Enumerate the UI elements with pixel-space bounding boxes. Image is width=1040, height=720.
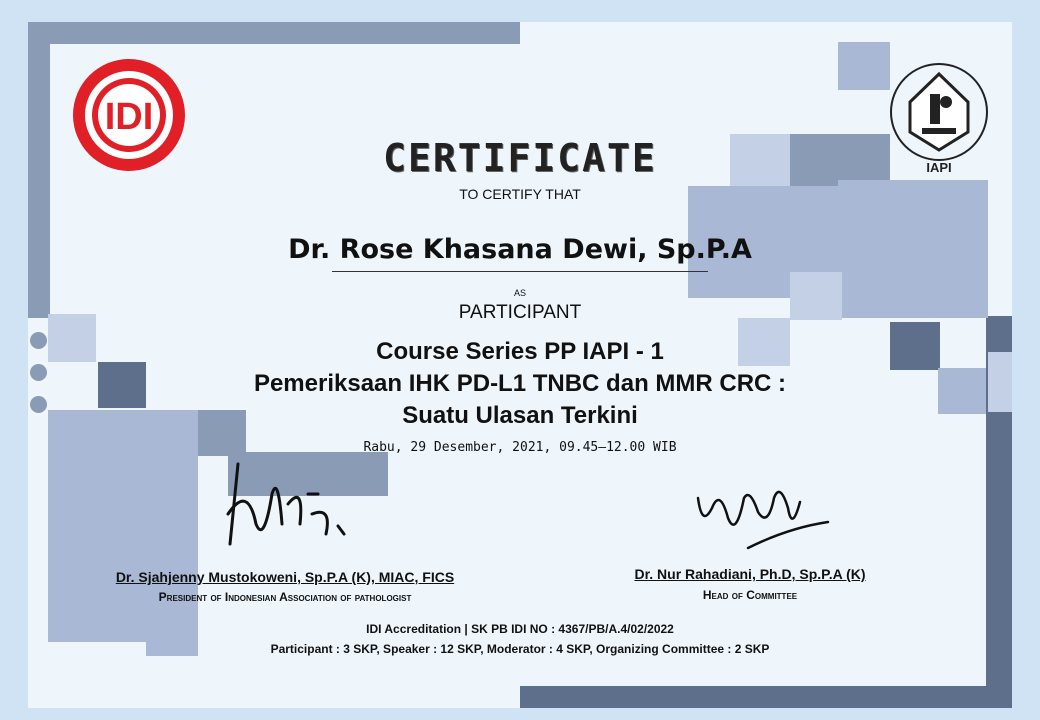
- accreditation-line: IDI Accreditation | SK PB IDI NO : 4367/PB/A.4/02/2022: [366, 622, 674, 636]
- frame-bottom-bar: [520, 686, 1012, 708]
- idi-logo-text: IDI: [104, 96, 154, 138]
- frame-top-bar: [28, 22, 520, 44]
- recipient-underline: [332, 271, 708, 272]
- as-label: AS: [513, 288, 526, 298]
- right-signatory-title: Head of Committee: [702, 588, 798, 602]
- certificate-title: CERTIFICATE: [383, 136, 657, 180]
- skp-line: Participant : 3 SKP, Speaker : 12 SKP, Moderator : 4 SKP, Organizing Committee : 2 SKP: [270, 642, 770, 656]
- left-signatory-title: President of Indonesian Association of pathologist: [158, 590, 412, 604]
- role-label: PARTICIPANT: [458, 302, 582, 323]
- certificate-subtitle: TO CERTIFY THAT: [459, 186, 581, 202]
- left-signatory-name: Dr. Sjahjenny Mustokoweni, Sp.P.A (K), MIAC, FICS: [115, 569, 455, 585]
- iapi-logo-text: IAPI: [926, 160, 952, 175]
- deco-square: [838, 42, 890, 90]
- right-signatory-name: Dr. Nur Rahadiani, Ph.D, Sp.P.A (K): [634, 566, 866, 582]
- right-signature: [688, 468, 838, 558]
- course-title-line2: Pemeriksaan IHK PD-L1 TNBC dan MMR CRC :: [253, 370, 787, 397]
- left-signature: [208, 454, 368, 554]
- course-title-line1: Course Series PP IAPI - 1: [376, 338, 664, 365]
- certificate-page: [28, 22, 1012, 708]
- event-date: Rabu, 29 Desember, 2021, 09.45—12.00 WIB: [363, 440, 677, 455]
- course-title-line3: Suatu Ulasan Terkini: [402, 402, 638, 429]
- recipient-name: Dr. Rose Khasana Dewi, Sp.P.A: [288, 234, 752, 265]
